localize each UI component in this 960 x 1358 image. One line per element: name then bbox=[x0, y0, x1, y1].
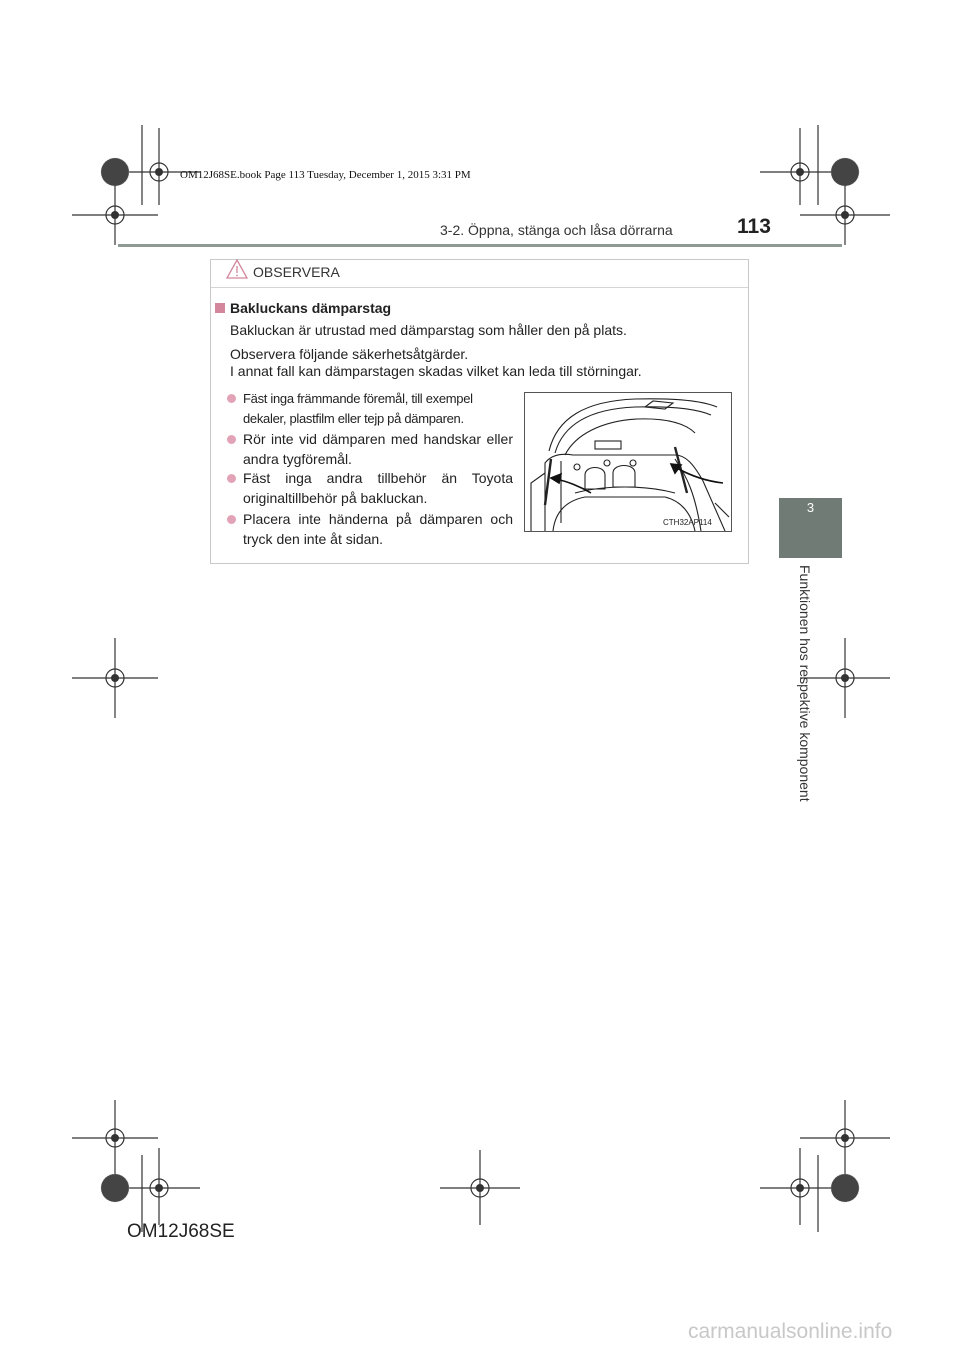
bullet-dot bbox=[227, 435, 236, 444]
tailgate-drawing bbox=[525, 393, 731, 531]
chapter-number: 3 bbox=[806, 500, 815, 515]
starburst-mark-top-left bbox=[101, 158, 129, 186]
warning-triangle-icon bbox=[225, 257, 249, 281]
notice-label: OBSERVERA bbox=[253, 264, 340, 280]
registration-mark-top-right bbox=[760, 125, 890, 245]
bullet-dot bbox=[227, 474, 236, 483]
footer-code: OM12J68SE bbox=[127, 1221, 235, 1242]
starburst-mark-bottom-right bbox=[831, 1174, 859, 1202]
header-rule bbox=[118, 244, 842, 247]
section-heading: 3-2. Öppna, stänga och låsa dörrarna bbox=[440, 222, 673, 238]
starburst-mark-bottom-left bbox=[101, 1174, 129, 1202]
chapter-side-title: Funktionen hos respektive komponent bbox=[797, 565, 813, 802]
starburst-mark-top-right bbox=[831, 158, 859, 186]
notice-observe-line2: I annat fall kan dämparstagen skadas vilket kan leda till störningar. bbox=[230, 363, 642, 379]
registration-mark-bottom-left bbox=[72, 1100, 200, 1232]
notice-intro: Bakluckan är utrustad med dämparstag som håller den på plats. bbox=[230, 322, 627, 338]
bullet-dot bbox=[227, 394, 236, 403]
bullet-item: Rör inte vid dämparen med handskar eller andra tygföremål. bbox=[243, 431, 513, 467]
notice-observe-line1: Observera följande säkerhetsåtgärder. bbox=[230, 346, 469, 362]
watermark[interactable]: carmanualsonline.info bbox=[688, 1320, 893, 1343]
page-number: 113 bbox=[737, 215, 771, 238]
book-info: OM12J68SE.book Page 113 Tuesday, December 1, 2015 3:31 PM bbox=[180, 169, 471, 181]
bullet-item: Fäst inga främmande föremål, till exempel dekaler, plastfilm eller tejp på dämparen. bbox=[243, 391, 473, 426]
registration-mark-top-left bbox=[72, 125, 200, 245]
tailgate-illustration bbox=[524, 392, 732, 532]
notice-subtitle: Bakluckans dämparstag bbox=[230, 300, 392, 316]
bullet-dot bbox=[227, 515, 236, 524]
bullet-item: Placera inte händerna på dämparen och tryck den inte åt sidan. bbox=[243, 511, 513, 547]
subtitle-marker bbox=[215, 303, 225, 313]
bullet-item: Fäst inga andra tillbehör än Toyota originaltillbehör på bakluckan. bbox=[243, 470, 513, 506]
registration-mark-bottom-right bbox=[760, 1100, 890, 1232]
figure-label: CTH32AP114 bbox=[663, 518, 712, 527]
